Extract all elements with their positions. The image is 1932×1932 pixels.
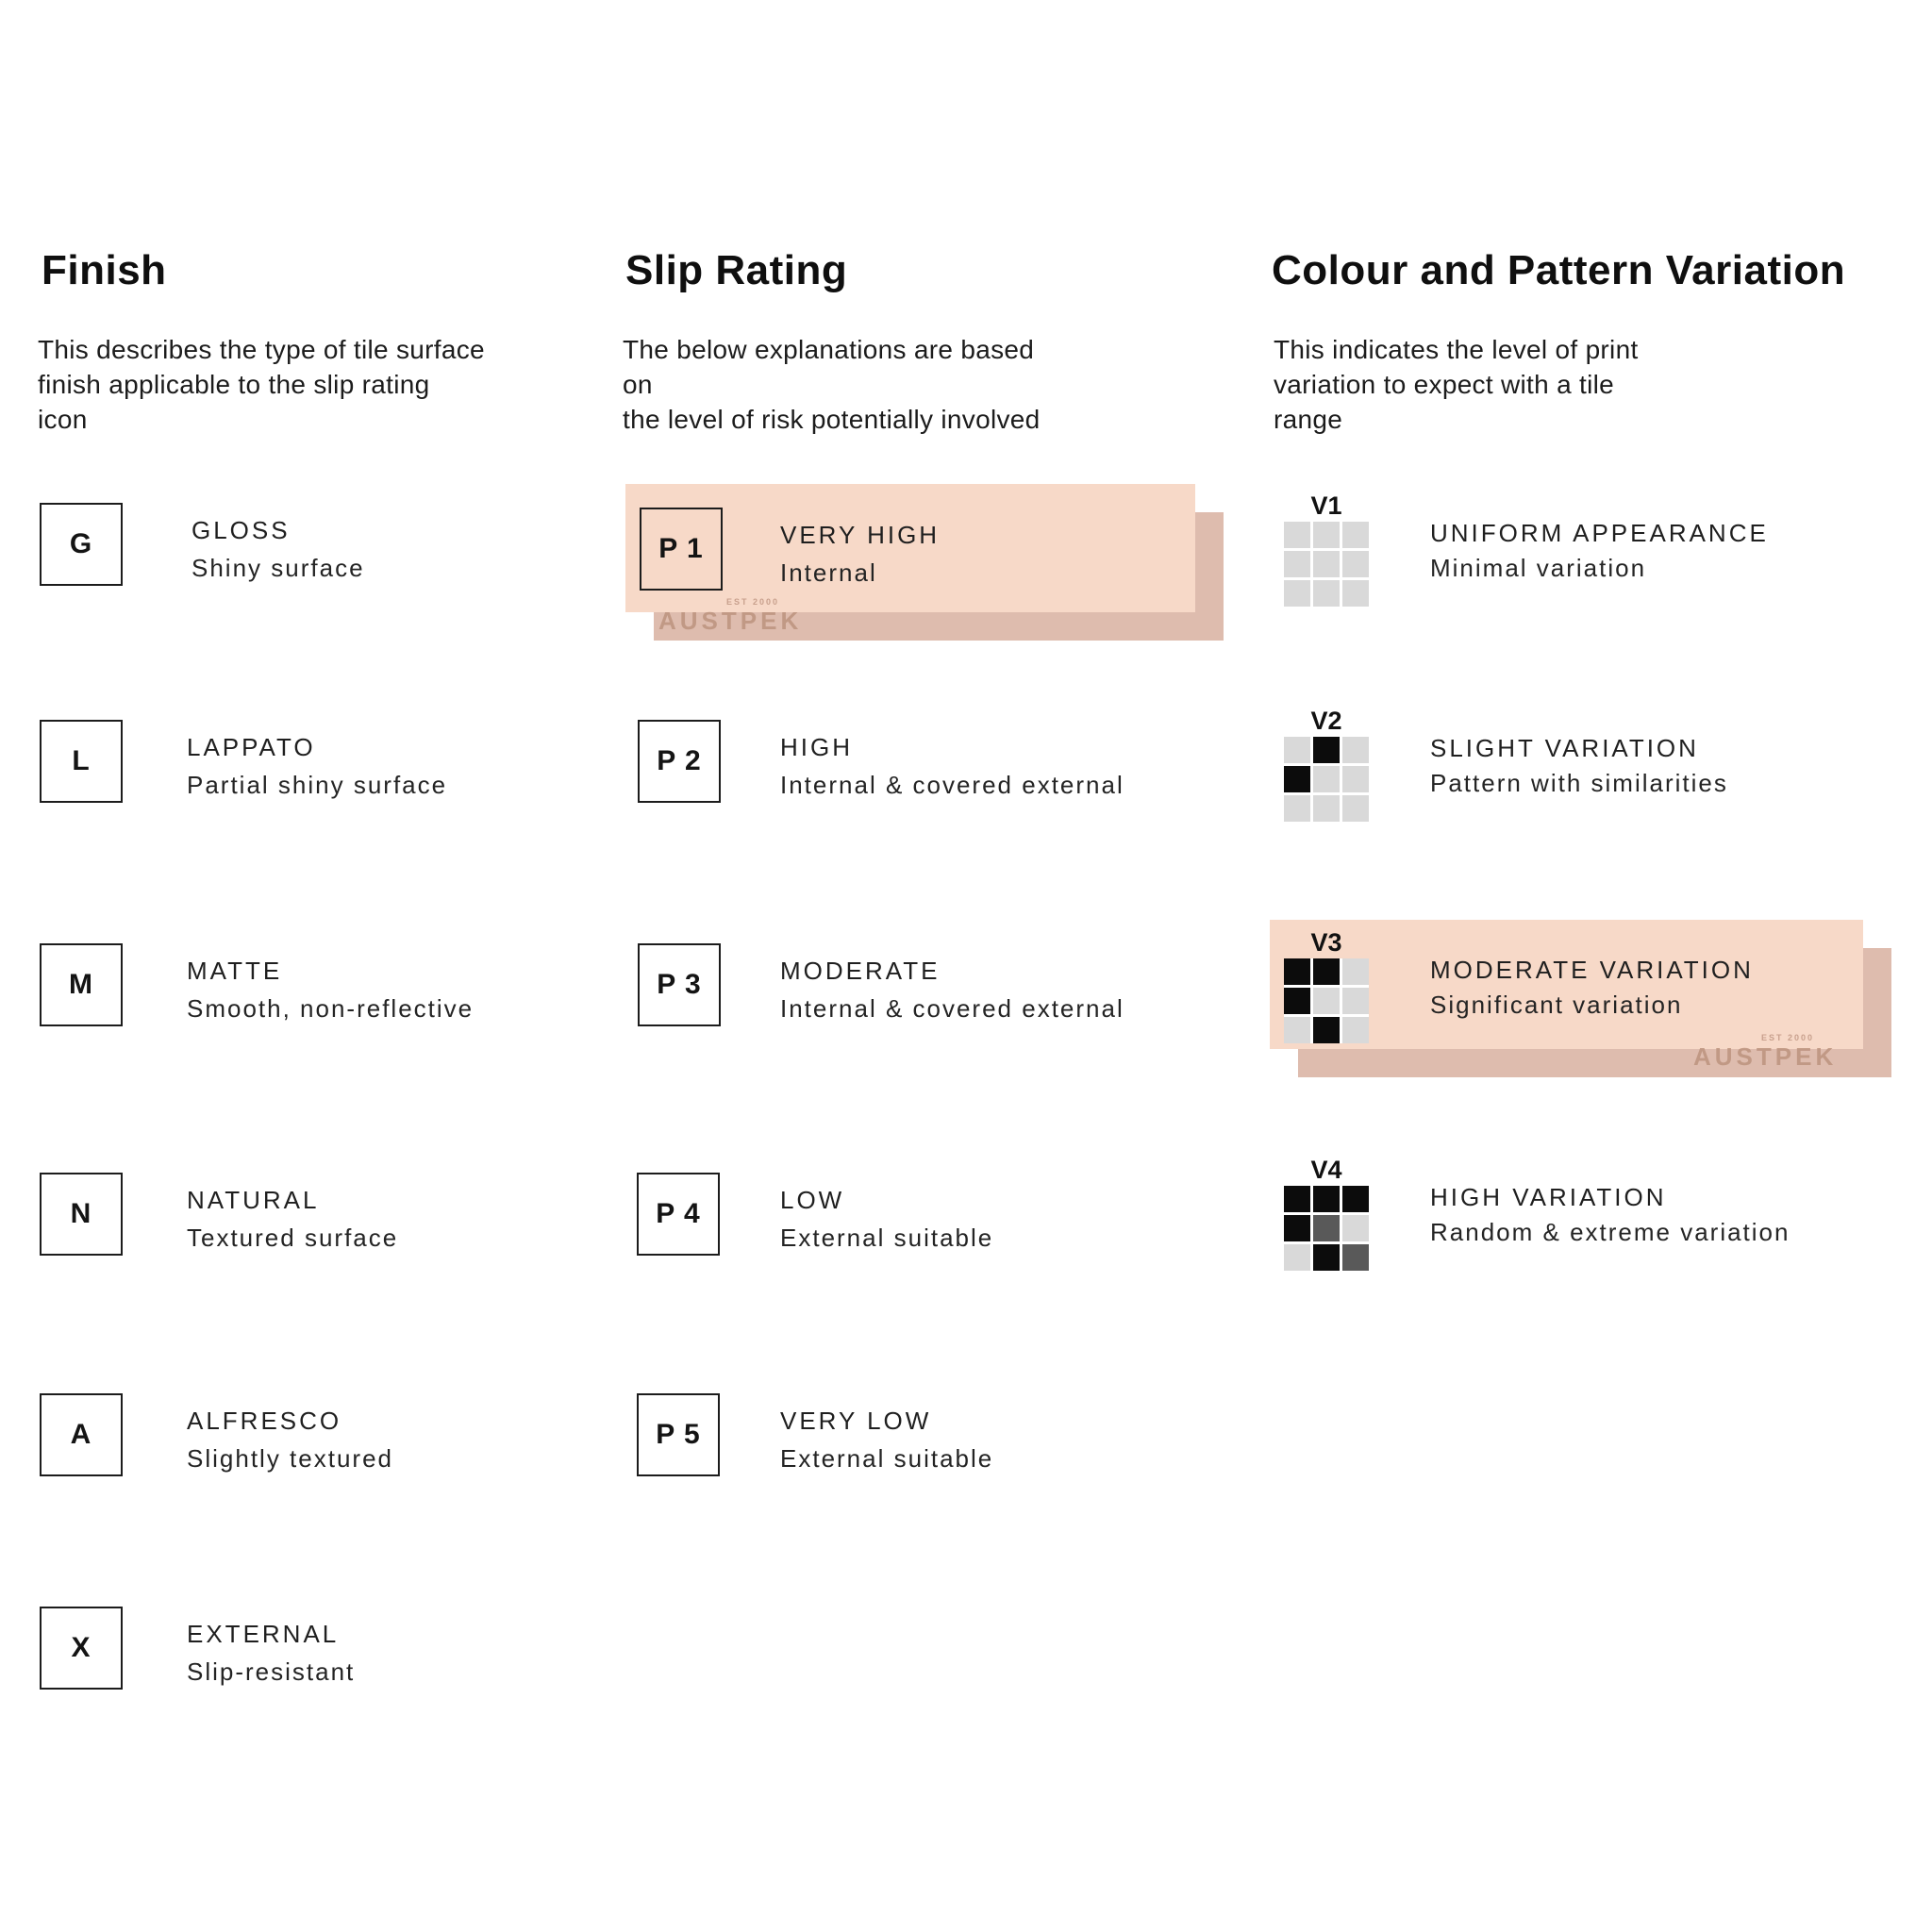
grid-cell (1313, 580, 1340, 607)
finish-row-title: GLOSS (192, 516, 291, 544)
slip-code-box-p2 (638, 720, 721, 803)
grid-cell (1313, 1244, 1340, 1271)
variation-heading: Colour and Pattern Variation (1272, 247, 1846, 293)
slip-row-subtitle: Internal (780, 558, 877, 587)
finish-description-line: This describes the type of tile surface (38, 335, 485, 364)
slip-code-label: P 2 (657, 745, 702, 776)
grid-cell (1284, 1017, 1310, 1043)
grid-cell (1342, 551, 1369, 577)
grid-cell (1284, 522, 1310, 548)
grid-cell (1284, 958, 1310, 985)
finish-description (38, 332, 485, 437)
slip-row-title: LOW (780, 1186, 845, 1214)
slip-rating-description (623, 332, 1041, 437)
finish-row-title: EXTERNAL (187, 1620, 340, 1648)
finish-row-subtitle: Slip-resistant (187, 1657, 356, 1686)
slip-code-box-p4 (637, 1173, 720, 1256)
finish-row-subtitle: Partial shiny surface (187, 771, 448, 799)
finish-code-letter: A (70, 1419, 92, 1450)
grid-cell (1342, 795, 1369, 822)
grid-cell (1342, 737, 1369, 763)
grid-cell (1313, 522, 1340, 548)
variation-row-subtitle: Minimal variation (1430, 554, 1647, 582)
variation-label-v2: V2 (1310, 707, 1342, 735)
grid-cell (1342, 988, 1369, 1014)
slip-row-subtitle: Internal & covered external (780, 994, 1124, 1023)
variation-row-title: SLIGHT VARIATION (1430, 734, 1699, 762)
grid-cell (1342, 1215, 1369, 1241)
watermark-brand: AUSTPEK (658, 607, 803, 635)
variation-row-title: HIGH VARIATION (1430, 1183, 1667, 1211)
grid-cell (1313, 795, 1340, 822)
grid-cell (1284, 580, 1310, 607)
variation-row-title: MODERATE VARIATION (1430, 956, 1754, 984)
grid-cell (1284, 766, 1310, 792)
finish-code-letter: M (69, 969, 93, 1000)
grid-cell (1342, 1244, 1369, 1271)
finish-row-subtitle: Smooth, non-reflective (187, 994, 475, 1023)
finish-code-box-natural (40, 1173, 123, 1256)
grid-cell (1284, 551, 1310, 577)
grid-cell (1284, 795, 1310, 822)
grid-cell (1342, 1017, 1369, 1043)
finish-row-title: ALFRESCO (187, 1407, 342, 1435)
variation-description-line: variation to expect with a tile (1274, 370, 1615, 399)
grid-cell (1313, 958, 1340, 985)
finish-heading: Finish (42, 247, 167, 293)
watermark-est-label: EST 2000 (726, 597, 780, 607)
finish-code-letter: N (70, 1198, 92, 1229)
slip-row-title: HIGH (780, 733, 853, 761)
slip-code-label: P 3 (657, 969, 702, 1000)
slip-row-title: MODERATE (780, 957, 941, 985)
slip-rating-heading: Slip Rating (625, 247, 848, 293)
slip-code-box-p5 (637, 1393, 720, 1476)
watermark-brand: AUSTPEK (1693, 1042, 1838, 1071)
variation-description-line: This indicates the level of print (1274, 335, 1639, 364)
grid-cell (1342, 958, 1369, 985)
variation-grid-v4 (1284, 1186, 1369, 1271)
finish-code-letter: G (69, 528, 93, 559)
slip-code-label: P 4 (656, 1198, 701, 1229)
grid-cell (1284, 1215, 1310, 1241)
grid-cell (1342, 522, 1369, 548)
variation-row-subtitle: Significant variation (1430, 991, 1683, 1019)
grid-cell (1313, 766, 1340, 792)
slip-code-label: P 1 (658, 533, 704, 564)
variation-row-title: UNIFORM APPEARANCE (1430, 519, 1769, 547)
variation-row-subtitle: Random & extreme variation (1430, 1218, 1790, 1246)
variation-description-line: range (1274, 405, 1343, 434)
finish-code-box-lappato (40, 720, 123, 803)
austpek-watermark (1693, 1034, 1837, 1069)
variation-grid-v1 (1284, 522, 1369, 607)
slip-code-box-p1 (640, 508, 723, 591)
finish-code-box-gloss (40, 503, 123, 586)
grid-cell (1342, 1186, 1369, 1212)
finish-code-box-alfresco (40, 1393, 123, 1476)
grid-cell (1313, 1186, 1340, 1212)
slip-row-subtitle: External suitable (780, 1444, 994, 1473)
slip-row-title: VERY LOW (780, 1407, 932, 1435)
grid-cell (1284, 988, 1310, 1014)
grid-cell (1342, 580, 1369, 607)
grid-cell (1313, 551, 1340, 577)
slip-code-box-p3 (638, 943, 721, 1026)
slip-row-title: VERY HIGH (780, 521, 941, 549)
variation-grid-v2 (1284, 737, 1369, 822)
grid-cell (1313, 1215, 1340, 1241)
finish-row-title: MATTE (187, 957, 283, 985)
variation-grid-v3 (1284, 958, 1369, 1043)
slip-rating-description-line: on (623, 370, 653, 399)
grid-cell (1284, 737, 1310, 763)
slip-rating-description-line: The below explanations are based (623, 335, 1035, 364)
watermark-est-label: EST 2000 (1761, 1033, 1815, 1042)
slip-rating-description-line: the level of risk potentially involved (623, 405, 1041, 434)
finish-row-title: NATURAL (187, 1186, 320, 1214)
grid-cell (1284, 1186, 1310, 1212)
finish-row-subtitle: Slightly textured (187, 1444, 393, 1473)
finish-row-subtitle: Shiny surface (192, 554, 365, 582)
finish-row-title: LAPPATO (187, 733, 316, 761)
finish-code-box-matte (40, 943, 123, 1026)
grid-cell (1313, 737, 1340, 763)
slip-row-subtitle: External suitable (780, 1224, 994, 1252)
finish-row-subtitle: Textured surface (187, 1224, 399, 1252)
slip-row-subtitle: Internal & covered external (780, 771, 1124, 799)
grid-cell (1313, 988, 1340, 1014)
variation-label-v1: V1 (1310, 491, 1342, 520)
variation-description (1274, 332, 1639, 437)
finish-code-letter: X (71, 1632, 92, 1663)
variation-label-v4: V4 (1310, 1156, 1342, 1184)
finish-code-letter: L (72, 745, 91, 776)
finish-description-line: icon (38, 405, 88, 434)
grid-cell (1284, 1244, 1310, 1271)
austpek-watermark (658, 598, 802, 633)
finish-code-box-external (40, 1607, 123, 1690)
grid-cell (1342, 766, 1369, 792)
variation-label-v3: V3 (1310, 928, 1342, 957)
slip-code-label: P 5 (656, 1419, 701, 1450)
grid-cell (1313, 1017, 1340, 1043)
finish-description-line: finish applicable to the slip rating (38, 370, 430, 399)
variation-row-subtitle: Pattern with similarities (1430, 769, 1728, 797)
